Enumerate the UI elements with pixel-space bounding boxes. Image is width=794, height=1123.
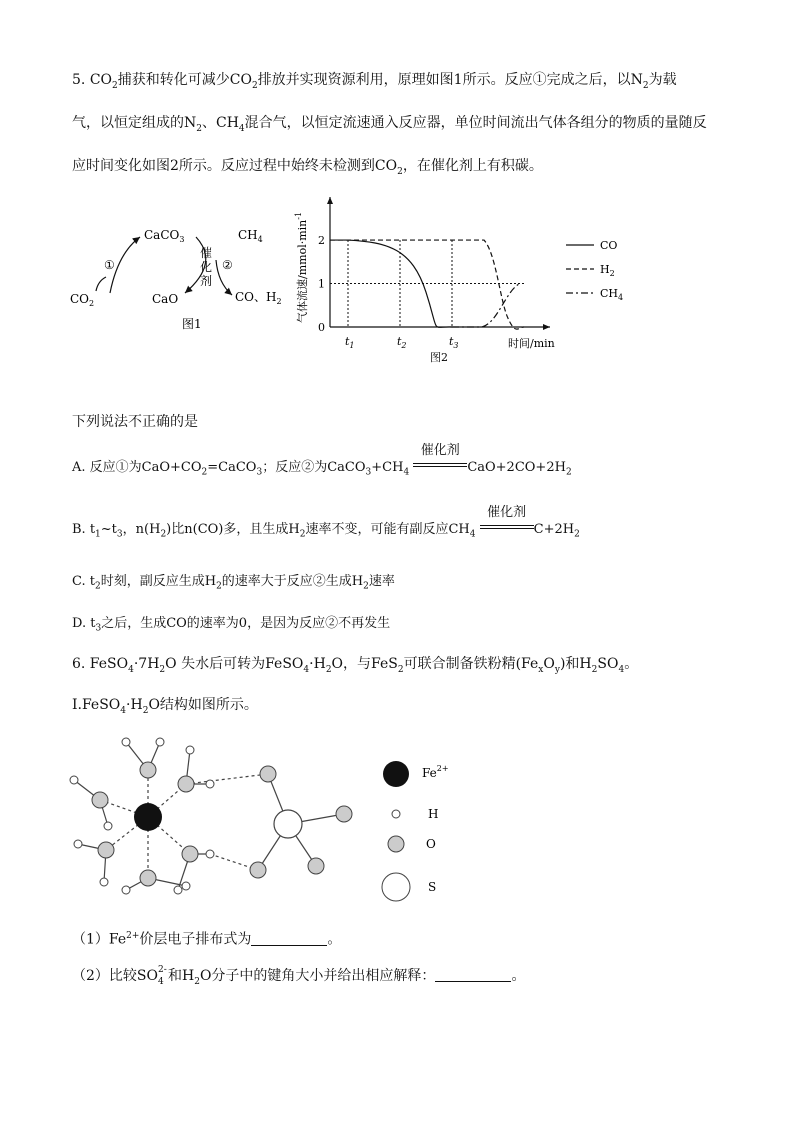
opt-a-2s: 2 [201,467,208,478]
q6-s2-a: （2）比较 [72,968,137,984]
q5-number: 5. [72,72,86,88]
opt-a-6: +CH [371,460,404,475]
y-axis-label: 气体流速$/mmol\cdot\min^{-1}$ [294,211,309,323]
opt-a-catalyst-arrow [413,443,467,478]
q6-l1-f: O，与 [331,656,372,672]
q6-l1-bs: 2 [159,664,166,675]
sulfur-atom [274,810,302,838]
q5-l3-c: ，在催化剂上有积碳。 [402,158,543,174]
q5-l2-c: 、 [201,115,216,131]
q6-l1-i: (Fe [515,656,539,672]
q5-l1-c: CO [229,72,252,88]
legend-label: CO [600,239,618,252]
option-c [72,572,395,597]
x-tick-label: $t_2$ [397,335,407,350]
series-ch4-line [452,284,520,327]
legend-o-label: O [426,837,436,851]
q5-l1-d: 排放并实现资源利用，原理如图1所示。反应①完成之后，以 [257,72,631,88]
opt-b-8s: 2 [574,529,580,540]
q6-s2-d: H [182,968,195,984]
opt-d-1s: 3 [95,623,102,634]
q6-l1-b: ·7H [133,656,160,672]
fe-so4-h2o-structure [60,730,480,910]
opt-c-3s: 2 [363,581,369,592]
opt-a-7: CaO+2CO+2H [467,460,566,475]
q6-l1-h: 可联合制备铁粉精 [403,656,516,672]
fig1-ch4: $CH_4$ [238,228,263,244]
opt-b-7: CH [448,522,470,537]
q6-l1-e: ·H [309,656,326,672]
q6-l1-k: )和 [559,656,580,672]
q6-s1-end: 。 [327,931,342,948]
opt-a-4: ；反应②为 [262,460,328,475]
fig1-caption: 图1 [182,317,202,331]
fig1-cao: CaO [152,292,179,306]
q6-s1-b: 价层电子排布式为 [139,931,252,948]
opt-b-4: (H [144,522,161,537]
q6-l1-c: O 失水后可转为 [165,656,266,672]
x-tick-label: $t_1$ [345,335,355,350]
opt-b-catalyst-arrow [480,505,534,540]
q6-s1-as: 2+ [126,931,140,941]
legend-label: $H_2$ [600,263,615,278]
fig1-reaction-1: ① [104,258,115,272]
legend-s-icon [382,873,410,901]
q5-l2-d: CH [215,115,239,131]
x-axis-arrow [543,324,550,330]
q6-s2-b: SO [136,968,158,984]
x-axis-label: 时间/min [508,337,555,350]
figure-2-chart [290,193,640,368]
opt-b-5: )比n(CO)多，且生成H [166,522,300,537]
question-text: 下列说法不正确的是 [72,414,198,430]
q5-l2-e: 混合气，以恒定流速通入反应器，单位时间流出气体各组分的物质的量随反 [244,115,707,131]
legend-fe-label: $Fe^{2+}$ [422,764,449,780]
q6-s2-bscript [158,965,168,987]
q6-l1-as: 4 [128,664,134,675]
q6-l2-a: I.FeSO [72,697,121,713]
q5-line-1 [72,70,677,96]
oxygen-atoms [92,762,352,886]
q6-s2-bsub: 4 [158,977,164,987]
option-b [72,505,580,545]
legend-fe-icon [383,761,409,787]
fig1-arrow-co2 [96,277,106,291]
q5-l3-b-sub: 2 [397,166,403,177]
opt-b-catalyst-label: 催化剂 [487,505,527,520]
q6-l1-js: y [554,664,560,675]
q6-l2-bs: 2 [142,705,149,716]
figure-2-caption: 图2 [430,351,448,364]
q5-l3-a: 应时间变化如图2所示。反应过程中始终未检测到 [72,158,375,174]
opt-c-1s: 2 [94,581,101,592]
opt-b-3: ，n [122,522,145,537]
fig1-caco3: CaCO$_3$ [144,228,185,244]
q6-l1-j: O [543,656,555,672]
q5-line-2 [72,113,707,139]
opt-b-5s: 2 [299,529,306,540]
q6-l1-es: 2 [325,664,332,675]
fig1-co2: $CO_2$ [70,292,95,308]
fig1-catalyst-3: 剂 [200,274,213,288]
q5-l1-b: 捕获和转化可减少 [117,72,230,88]
opt-b-8: C+2H [533,522,575,537]
q6-l1-g: FeS [371,656,398,672]
q6-s2-c: 和 [168,968,182,984]
opt-a-7s: 2 [565,467,572,478]
q6-s2-e: O分子中的键角大小并给出相应解释： [199,968,436,984]
opt-b-6: 速率不变，可能有副反应 [305,522,449,537]
q6-l1-n: 。 [624,656,639,672]
legend-h-label: H [428,807,439,821]
q5-l1-e-sub: 2 [642,80,649,91]
q6-line-2 [72,695,258,721]
q6-l2-as: 4 [120,705,127,716]
q6-l1-d: FeSO [265,656,304,672]
opt-a-5: CaCO [327,460,366,475]
q5-l3-b: CO [374,158,398,174]
q6-l1-is: x [538,664,544,675]
q6-s2-ds: 2 [194,976,200,987]
q6-l2-b: ·H [126,697,143,713]
fig1-catalyst-1: 催 [200,246,213,260]
q6-l2-c: O结构如图所示。 [148,697,258,713]
opt-c-1: C. t [72,574,95,589]
q6-l1-a: 6. FeSO [72,656,129,672]
q5-l1-f: 为载 [648,72,677,88]
q6-s1-a: （1）Fe [72,931,127,948]
opt-c-3: 的速率大于反应②生成H [221,574,364,589]
opt-a-1: A. 反应①为 [72,460,142,475]
q5-l2-a: 气，以恒定组成的 [72,115,184,131]
solid-bonds [74,742,344,890]
opt-a-3: =CaCO [207,460,257,475]
opt-c-2s: 2 [216,581,222,592]
q5-l2-b-sub: 2 [196,123,202,134]
q6-l1-ls: 2 [591,664,598,675]
option-d [72,614,390,639]
q6-l1-m: SO [597,656,619,672]
q6-l1-ds: 4 [303,664,310,675]
y-tick-label: 0 [318,321,325,334]
y-tick-label: 2 [318,234,325,248]
opt-d-2: 之后，生成CO的速率为0，是因为反应②不再发生 [101,616,391,631]
opt-d-1: D. t [72,616,96,631]
q5-l2-b: N [184,115,197,131]
fig1-reaction-2: ② [222,258,233,272]
fig1-products: CO、$H_2$ [235,290,282,306]
opt-b-4s: 2 [160,529,167,540]
option-a [72,443,572,483]
legend-label: $CH_4$ [600,287,624,302]
q6-s2-end: 。 [511,968,526,984]
legend-s-label: S [428,880,437,894]
q6-l1-gs: 2 [397,664,404,675]
q6-line-1 [72,654,638,680]
figure-1-cycle [60,205,300,345]
opt-b-7s: 4 [469,529,476,540]
opt-a-catalyst-label: 催化剂 [420,443,460,458]
opt-a-3s: 3 [256,467,263,478]
answer-blank-1[interactable] [251,931,327,946]
y-tick-label: 1 [318,277,325,291]
q5-l1-a: CO [89,72,113,88]
q5-l1-a-sub: 2 [112,80,118,91]
q5-l1-e: N [630,72,643,88]
fig1-catalyst-2: 化 [200,260,213,274]
q6-l1-ms: 4 [618,664,625,675]
opt-b-2: ~t [100,522,117,537]
opt-b-2s: 3 [116,529,123,540]
opt-a-6s: 4 [403,467,410,478]
opt-a-2: CaO+CO [141,460,202,475]
opt-c-4: 速率 [368,574,395,589]
opt-b-1: B. t [72,522,96,537]
opt-a-5s: 3 [365,467,372,478]
q6-l1-l: H [579,656,592,672]
q5-l1-c-sub: 2 [251,80,258,91]
q5-l2-d-sub: 4 [238,123,245,134]
legend-o-icon [388,836,404,852]
q5-line-3 [72,156,543,182]
x-tick-label: $t_3$ [449,335,459,350]
opt-b-1s: 1 [95,529,101,540]
q6-sub-1 [72,926,341,950]
legend-h-icon [392,810,400,818]
fe-ion-atom [134,803,162,831]
q6-s2-bsup: 2- [158,965,167,975]
y-axis-arrow [327,197,333,204]
q6-sub-2 [72,966,525,992]
answer-blank-2[interactable] [435,967,511,982]
question-stem [72,412,198,432]
opt-c-2: 时刻，副反应生成H [100,574,217,589]
